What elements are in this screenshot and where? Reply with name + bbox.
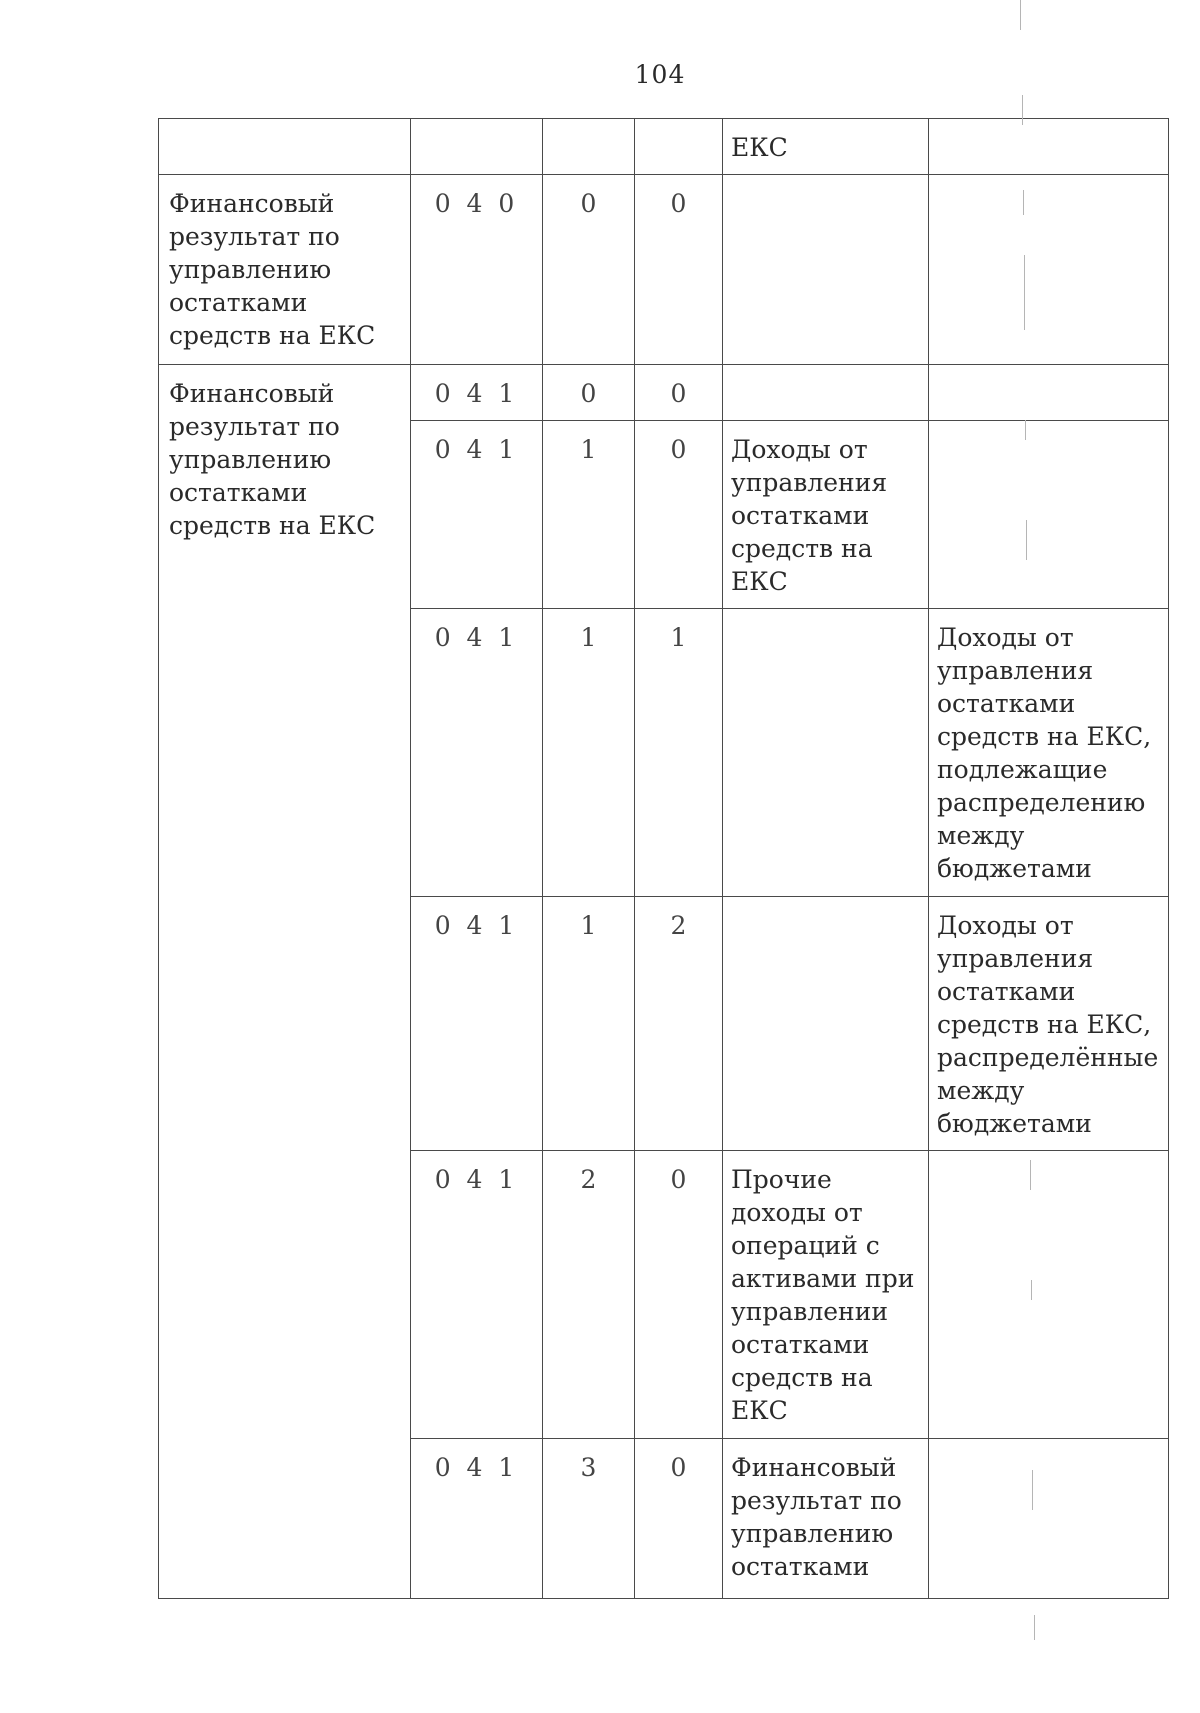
- row-name-cell: Финансовый результат по управлению остатками средств на ЕКС: [159, 175, 411, 365]
- table-cell: 1: [543, 609, 635, 897]
- scan-artifact-line: [1024, 255, 1025, 330]
- table-cell: Прочие доходы от операций с активами при управлении остатками средств на ЕКС: [723, 1151, 929, 1439]
- scan-artifact-line: [1026, 520, 1027, 560]
- table-cell: [929, 119, 1169, 175]
- scan-artifact-line: [1031, 1280, 1032, 1300]
- table-row: [159, 175, 1169, 365]
- table-cell: [929, 365, 1169, 421]
- code-cell: 0 4 1: [411, 365, 543, 421]
- table-cell: 0: [635, 1439, 723, 1599]
- code-cell: 0 4 1: [411, 1151, 543, 1439]
- table-cell: 3: [543, 1439, 635, 1599]
- table-cell: [929, 1439, 1169, 1599]
- scan-artifact-line: [1032, 1470, 1033, 1510]
- table-cell: Финансовый результат по управлению остатками: [723, 1439, 929, 1599]
- table-cell: Доходы от управления остатками средств на ЕКС, распределённые между бюджетами: [929, 897, 1169, 1151]
- scan-artifact-line: [1034, 1615, 1035, 1640]
- code-cell: 0 4 1: [411, 421, 543, 609]
- code-cell: 0 4 0: [411, 175, 543, 365]
- table-cell: [635, 119, 723, 175]
- table-cell: 0: [635, 175, 723, 365]
- table-cell: [723, 365, 929, 421]
- code-cell: 0 4 1: [411, 1439, 543, 1599]
- table-cell: [543, 119, 635, 175]
- table-row: [159, 119, 1169, 175]
- scan-artifact-line: [1025, 420, 1026, 440]
- table-cell: Доходы от управления остатками средств на ЕКС: [723, 421, 929, 609]
- table-cell: 0: [635, 365, 723, 421]
- table-cell: 1: [635, 609, 723, 897]
- table-cell: [929, 421, 1169, 609]
- table-cell: ЕКС: [723, 119, 929, 175]
- page-number: 104: [634, 60, 686, 89]
- code-cell: 0 4 1: [411, 897, 543, 1151]
- table-cell: 1: [543, 897, 635, 1151]
- scan-artifact-line: [1020, 0, 1021, 30]
- table-cell: [929, 175, 1169, 365]
- table-cell: 0: [543, 365, 635, 421]
- table-cell: 2: [543, 1151, 635, 1439]
- accounts-table: [158, 118, 1169, 1599]
- table-cell: 0: [635, 421, 723, 609]
- table-cell: [411, 119, 543, 175]
- table-cell: [723, 175, 929, 365]
- table-cell: 0: [543, 175, 635, 365]
- table-cell: [929, 1151, 1169, 1439]
- code-cell: 0 4 1: [411, 609, 543, 897]
- table-cell: 1: [543, 421, 635, 609]
- scan-artifact-line: [1030, 1160, 1031, 1190]
- group-name-cell: Финансовый результат по управлению остатками средств на ЕКС: [159, 365, 411, 1599]
- table-cell: [159, 119, 411, 175]
- scan-artifact-line: [1023, 190, 1024, 215]
- table-cell: 0: [635, 1151, 723, 1439]
- table-cell: Доходы от управления остатками средств на ЕКС, подлежащие распределению между бюджетами: [929, 609, 1169, 897]
- table-cell: [723, 609, 929, 897]
- table-cell: [723, 897, 929, 1151]
- scan-artifact-line: [1022, 95, 1023, 125]
- table-row: [159, 365, 1169, 421]
- table-cell: 2: [635, 897, 723, 1151]
